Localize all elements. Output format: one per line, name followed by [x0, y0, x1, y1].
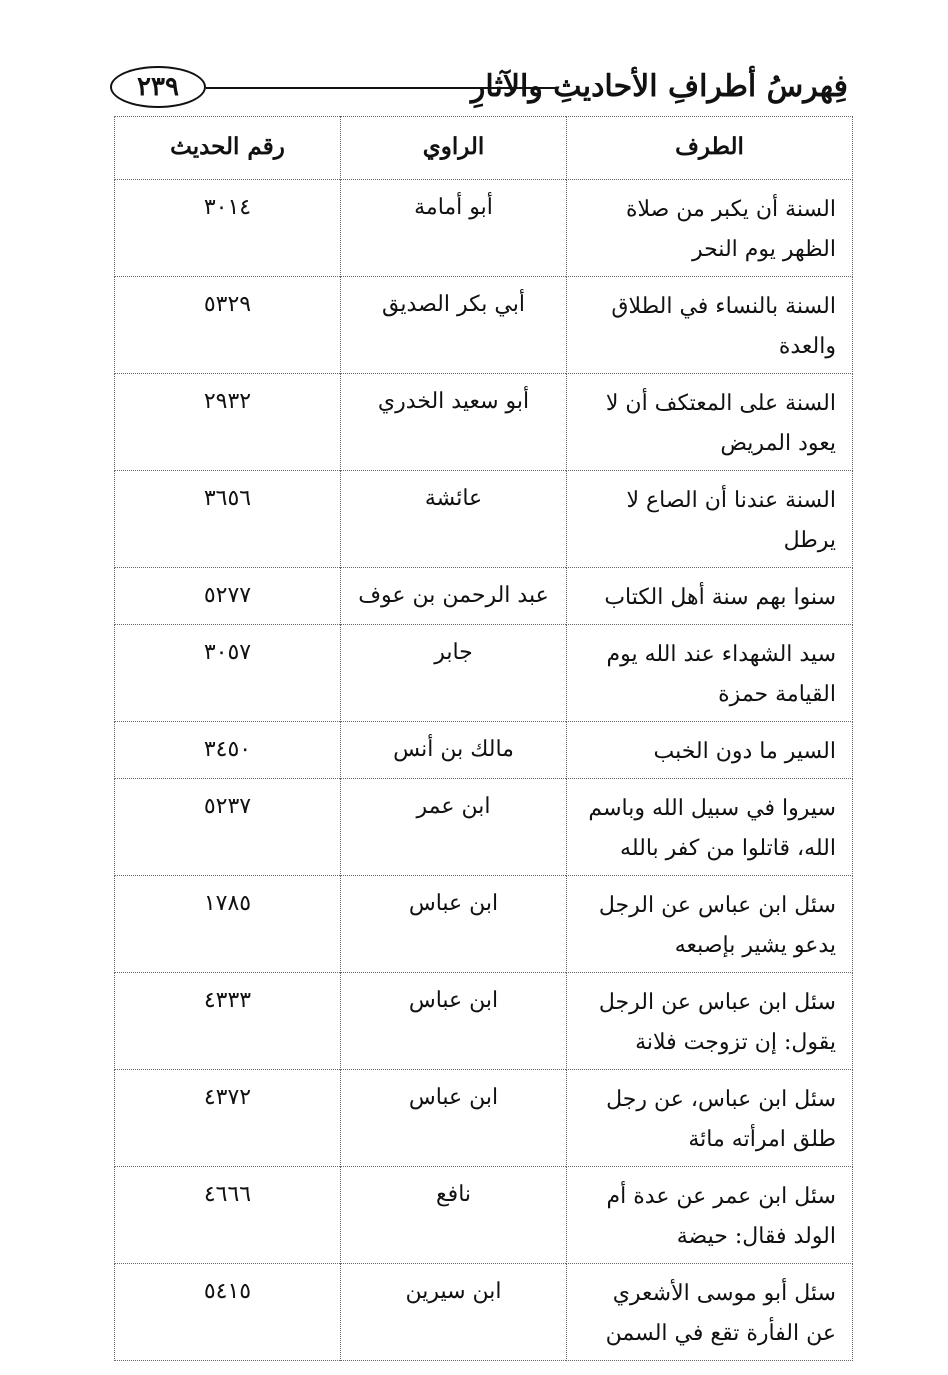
table-row — [115, 876, 853, 973]
table-row — [115, 277, 853, 374]
table-row — [115, 973, 853, 1070]
hadith-rawi: ابن عمر — [341, 779, 567, 876]
hadith-rawi: عبد الرحمن بن عوف — [341, 568, 567, 625]
hadith-rawi: أبو سعيد الخدري — [341, 374, 567, 471]
hadith-tarf: سنوا بهم سنة أهل الكتاب — [567, 568, 853, 625]
hadith-rawi: أبو أمامة — [341, 180, 567, 277]
table-row — [115, 1167, 853, 1264]
hadith-tarf: السنة أن يكبر من صلاة الظهر يوم النحر — [567, 180, 853, 277]
hadith-rawi: أبي بكر الصديق — [341, 277, 567, 374]
table-row — [115, 722, 853, 779]
hadith-number: ٣٠١٤ — [115, 180, 341, 277]
hadith-tarf: سئل ابن عباس عن الرجل يقول: إن تزوجت فلانة — [567, 973, 853, 1070]
table-row — [115, 374, 853, 471]
hadith-number: ٤٦٦٦ — [115, 1167, 341, 1264]
column-header-tarf: الطرف — [567, 117, 853, 180]
hadith-number: ٣٠٥٧ — [115, 625, 341, 722]
hadith-rawi: نافع — [341, 1167, 567, 1264]
hadith-number: ٤٣٣٣ — [115, 973, 341, 1070]
table-row — [115, 471, 853, 568]
table-row — [115, 1264, 853, 1361]
column-header-number: رقم الحديث — [115, 117, 341, 180]
hadith-number: ٣٤٥٠ — [115, 722, 341, 779]
hadith-number: ٣٦٥٦ — [115, 471, 341, 568]
hadith-tarf: السنة عندنا أن الصاع لا يرطل — [567, 471, 853, 568]
table-row — [115, 568, 853, 625]
index-table — [114, 116, 852, 1346]
table-row — [115, 1070, 853, 1167]
hadith-tarf: سيروا في سبيل الله وباسم الله، قاتلوا من كفر بالله — [567, 779, 853, 876]
hadith-number: ٥٢٣٧ — [115, 779, 341, 876]
table-row — [115, 625, 853, 722]
hadith-tarf: السنة على المعتكف أن لا يعود المريض — [567, 374, 853, 471]
hadith-tarf: سئل أبو موسى الأشعري عن الفأرة تقع في السمن — [567, 1264, 853, 1361]
hadith-tarf: سئل ابن عباس، عن رجل طلق امرأته مائة — [567, 1070, 853, 1167]
table-row — [115, 779, 853, 876]
hadith-number: ٤٣٧٢ — [115, 1070, 341, 1167]
page-number: ٢٣٩ — [110, 66, 206, 108]
table-header-row — [115, 117, 853, 180]
hadith-tarf: سئل ابن عمر عن عدة أم الولد فقال: حيضة — [567, 1167, 853, 1264]
hadith-number: ٥٤١٥ — [115, 1264, 341, 1361]
hadith-tarf: سئل ابن عباس عن الرجل يدعو يشير بإصبعه — [567, 876, 853, 973]
hadith-rawi: مالك بن أنس — [341, 722, 567, 779]
hadith-tarf: السير ما دون الخبب — [567, 722, 853, 779]
hadith-rawi: جابر — [341, 625, 567, 722]
hadith-rawi: عائشة — [341, 471, 567, 568]
page-header — [108, 58, 848, 118]
hadith-number: ٥٢٧٧ — [115, 568, 341, 625]
hadith-tarf: السنة بالنساء في الطلاق والعدة — [567, 277, 853, 374]
page-title: فِهرسُ أطرافِ الأحاديثِ والآثارِ — [470, 68, 848, 104]
hadith-number: ١٧٨٥ — [115, 876, 341, 973]
hadith-rawi: ابن سيرين — [341, 1264, 567, 1361]
hadith-rawi: ابن عباس — [341, 973, 567, 1070]
hadith-rawi: ابن عباس — [341, 876, 567, 973]
column-header-rawi: الراوي — [341, 117, 567, 180]
hadith-rawi: ابن عباس — [341, 1070, 567, 1167]
hadith-tarf: سيد الشهداء عند الله يوم القيامة حمزة — [567, 625, 853, 722]
hadith-number: ٥٣٢٩ — [115, 277, 341, 374]
hadith-number: ٢٩٣٢ — [115, 374, 341, 471]
table-row — [115, 180, 853, 277]
